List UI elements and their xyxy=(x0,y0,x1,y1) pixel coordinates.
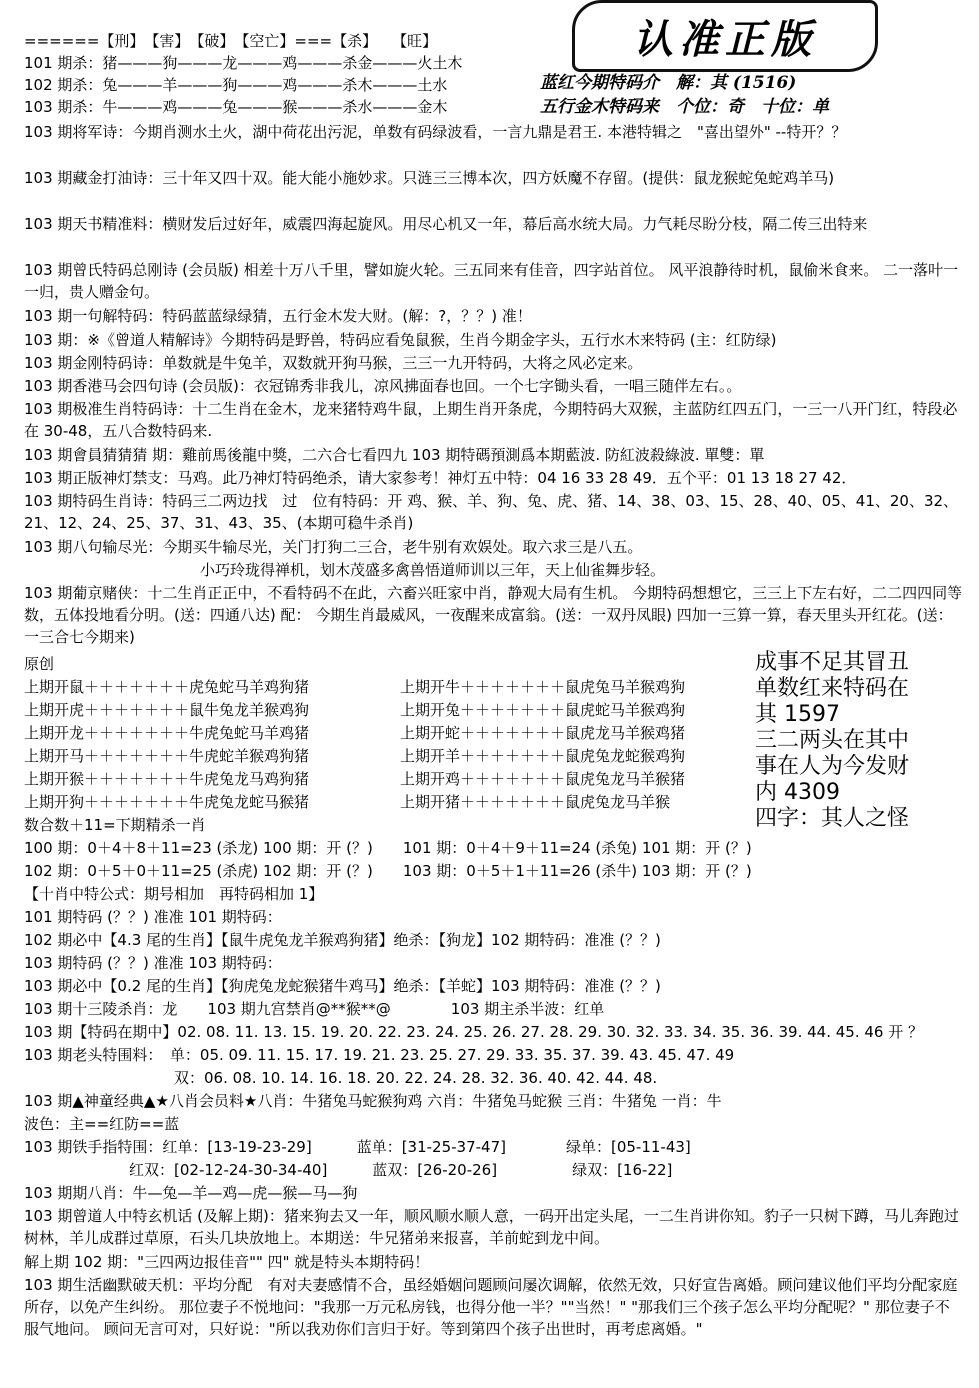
yiju-jie: 103 期一句解特码：特码蓝蓝绿绿猜，五行金木发大财。(解：?，？？) 准！ xyxy=(24,307,532,325)
bajü-poem: 103 期八句输尽光：今期买牛输尽光，关门打狗二三合，老牛别有欢娱处。取六求三是八五。 xyxy=(24,538,643,556)
left-col-row: 上期开鼠＋＋＋＋＋＋＋虎兔蛇马羊鸡狗猪 xyxy=(24,678,310,696)
row-101: 101 期杀：猪———狗———龙———鸡———杀金———火土木 xyxy=(24,54,463,72)
tieshouzhi-line-1: 103 期铁手指特围：红单：[13-19-23-29] 蓝单：[31-25-37-47] 绿单：[05-11-43] xyxy=(24,1138,691,1156)
jingang-poem: 103 期金刚特码诗：单数就是牛兔羊，双数就开狗马猴，三三一九开特码，大将之风必定来。 xyxy=(24,354,643,372)
handwritten-note-2: 五行金木特码来 个位：奇 十位：单 xyxy=(540,97,829,117)
baxiao-line: 103 期期八肖：牛—兔—羊—鸡—虎—猴—马—狗 xyxy=(24,1184,358,1202)
side-note: 单数红来特码在 xyxy=(755,676,910,701)
side-note: 事在人为今发财 xyxy=(755,754,910,779)
tieshouzhi-line-2: 红双：[02-12-24-30-34-40] 蓝双：[26-20-26] 绿双：[16-22] xyxy=(24,1161,673,1179)
poem-indent: 小巧玲珑得禅机，划木茂盛多禽兽悟道师训以三年，天上仙雀舞步轻。 xyxy=(200,561,666,579)
formula-row: 102 期：0＋5＋0＋11=25 (杀虎) 102 期：开 (？) 103 期：0＋5＋1＋11=26 (杀牛) 103 期：开 (？) xyxy=(24,862,752,880)
left-col-row: 上期开狗＋＋＋＋＋＋＋牛虎兔龙蛇马猴猪 xyxy=(24,793,310,811)
left-col-row: 上期开马＋＋＋＋＋＋＋牛虎蛇羊猴鸡狗猪 xyxy=(24,747,310,765)
right-col-row: 上期开鸡＋＋＋＋＋＋＋鼠虎兔龙马羊猴猪 xyxy=(400,770,686,788)
formula-heading: 【十肖中特公式：期号相加 再特码相加 1】 xyxy=(24,885,324,903)
left-col-row: 上期开猴＋＋＋＋＋＋＋牛虎兔龙马鸡狗猪 xyxy=(24,770,310,788)
left-col-row: 上期开龙＋＋＋＋＋＋＋牛虎兔蛇马羊鸡猪 xyxy=(24,724,310,742)
formula-row: 103 期【特码在期中】02. 08. 11. 13. 15. 19. 20. 22. 23. 24. 25. 26. 27. 28. 29. 30. 32. 33. 34. 35. 36. 39. 44. 45. 46 开 ？ xyxy=(24,1023,923,1041)
zodiac-header: ======【刑】 【害】 【破】 【空亡】===【杀】 【旺】 xyxy=(24,32,438,50)
formula-row: 103 期十三陵杀肖：龙 103 期九宫禁肖@**猴**@ 103 期主杀半波：红单 xyxy=(24,1000,605,1018)
formula-row: 双：06. 08. 10. 14. 16. 18. 20. 22. 24. 28. 32. 36. 40. 42. 44. 48. xyxy=(24,1069,658,1087)
formula-row: 103 期老头特围料： 单：05. 09. 11. 15. 17. 19. 21. 23. 25. 27. 29. 33. 35. 37. 39. 43. 45. 47. 49 xyxy=(24,1046,735,1064)
side-note: 内 4309 xyxy=(755,780,840,805)
right-col-row: 上期开兔＋＋＋＋＋＋＋鼠虎蛇马羊猴鸡狗 xyxy=(400,701,686,719)
formula-row: 100 期：0＋4＋8＋11=23 (杀龙) 100 期：开 (？) 101 期：0＋4＋9＋11=24 (杀兔) 101 期：开 (？) xyxy=(24,839,752,857)
right-col-row: 上期开牛＋＋＋＋＋＋＋鼠虎兔马羊猴鸡狗 xyxy=(400,678,686,696)
row-102: 102 期杀：兔———羊———狗———鸡———杀木———土水 xyxy=(24,76,448,94)
story-paragraph: 103 期生活幽默破天机：平均分配 有对夫妻感情不合，虽经婚姻问题顾问屡次调解，依然无效，只好宣告离婚。顾问建议他们平均分配家庭所存，以免产生纠纷。 那位妻子不悦地问："我那一万元私房钱，也得分他一半？""当然！" "那我们三个孩子怎么平均分配呢？" 那位妻子不服气地问。 顾问无言可对，只好说："所以我劝你们言归于好。等到第四个孩子出世时，再考虑离婚。" xyxy=(24,1276,958,1338)
side-note: 三二两头在其中 xyxy=(755,728,910,753)
jie-line: 解上期 102 期："三四两边报佳音"" 四" 就是特头本期特码！ xyxy=(24,1253,430,1271)
xuanji-paragraph: 103 期曾道人中特玄机话 (及解上期)：猪来狗去又一年，顺风顺水顺人意，一码开出定头尾，一二生肖讲你知。豹子一只树下蹲，马儿奔跑过树林，羊儿成群过草原，石头几块放地上。本期送：牛兄猪弟来报喜，羊前蛇到龙中间。 xyxy=(24,1207,959,1247)
right-col-row: 上期开羊＋＋＋＋＋＋＋鼠虎兔龙蛇猴鸡狗 xyxy=(400,747,686,765)
formula-row: 101 期特码 (？？) 准准 101 期特码： xyxy=(24,908,282,926)
cangjin-poem: 103 期藏金打油诗：三十年又四十双。能大能小施妙求。只涟三三博本次，四方妖魔不存留。(提供：鼠龙猴蛇兔蛇鸡羊马) xyxy=(24,169,835,187)
huiyuan-guess: 103 期會員猜猜猜 期：雞前馬後龍中獎，二六合七看四九 103 期特碼預測爲本期藍波. 防紅波殺綠波. 單雙：單 xyxy=(24,446,765,464)
handwritten-note-1: 蓝红今期特码介 解：其 (1516) xyxy=(540,73,797,93)
yuanchuang-label: 原创 xyxy=(24,655,55,673)
stamp-text: 认准正版 xyxy=(633,15,817,63)
left-col-row: 上期开虎＋＋＋＋＋＋＋鼠牛兔龙羊猴鸡狗 xyxy=(24,701,310,719)
row-103: 103 期杀：牛———鸡———兔———猴———杀水———金木 xyxy=(24,98,448,116)
right-col-row: 上期开蛇＋＋＋＋＋＋＋鼠虎龙马羊猴鸡猪 xyxy=(400,724,686,742)
zengshi-poem: 103 期曾氏特码总刚诗 (会员版) 相差十万八千里，譬如旋火轮。三五同来有佳音，四字站首位。 风平浪静待时机，鼠偷米食来。 二一落叶一一归，贵人赠金句。 xyxy=(24,261,959,301)
pujing-poem: 103 期葡京赌侠：十二生肖正正中，不看特码不在此，六畜兴旺家中肖，静观大局有生机。 今期特码想想它，三三上下左右好，二二四四同等数，五体投地看分明。(送：四通八达) 配： 今期生肖最威风，一夜醒来成富翁。(送：一双丹凤眼) 四加一三算一算，春天里头开红花。(送：一三合七今期来) xyxy=(24,584,963,646)
jiangjun-poem: 103 期将军诗：今期肖测水土火，湖中荷花出污泥，单数有码绿波看，一言九鼎是君王. 本港特辑之 "喜出望外" --特开？？ xyxy=(24,123,847,141)
xianggang-poem: 103 期香港马会四句诗 (会员版)：衣冠锦秀非我儿，凉风拂面春也回。一个七字锄头看，一唱三随伴左右。。 xyxy=(24,377,742,395)
shentong-line: 103 期▲神童经典▲★八肖会员料★八肖：牛猪兔马蛇猴狗鸡 六肖：牛猪兔马蛇猴 三肖：牛猪兔 一肖：牛 xyxy=(24,1092,722,1110)
formula-row: 102 期必中【4.3 尾的生肖】【鼠牛虎兔龙羊猴鸡狗猪】绝杀：【狗龙】102 期特码：准准 (？？) xyxy=(24,931,661,949)
side-note: 四字：其人之怪 xyxy=(755,806,910,831)
side-note: 其 1597 xyxy=(755,702,840,727)
formula-row: 103 期必中【0.2 尾的生肖】【狗虎兔龙蛇猴猪牛鸡马】绝杀：【羊蛇】103 期特码：准准 (？？) xyxy=(24,977,661,995)
side-note: 成事不足其冒丑 xyxy=(755,650,910,675)
shendeng: 103 期正版神灯禁支：马鸡。此乃神灯特码绝杀，请大家参考！神灯五中特：04 16 33 28 49．五个平：01 13 18 27 42． xyxy=(24,469,857,487)
right-col-row: 上期开猪＋＋＋＋＋＋＋鼠虎兔龙马羊猴 xyxy=(400,793,671,811)
authentic-stamp xyxy=(572,0,878,72)
formula-row: 103 期特码 (？？) 准准 103 期特码： xyxy=(24,954,282,972)
zengdaoren-poem: 103 期：※《曾道人精解诗》今期特码是野兽，特码应看兔鼠猴，生肖今期金字头，五行水木来特码 (主：红防绿) xyxy=(24,331,777,349)
shengxiao-poem: 103 期特码生肖诗：特码三二两边找 过 位有特码：开 鸡、猴、羊、狗、兔、虎、猪、14、38、03、15、28、40、05、41、20、32、21、12、24、25、37、31、43、35、(本期可稳牛杀肖) xyxy=(24,492,959,532)
jizhun-poem: 103 期极准生肖特码诗：十二生肖在金木，龙来猪特鸡牛鼠，上期生肖开条虎，今期特码大双猴，主蓝防红四五门，一三一八开门红，特段必在 30-48，五八合数特码来. xyxy=(24,400,958,440)
formula-title: 数合数＋11=下期精杀一肖 xyxy=(24,816,206,834)
bose-line: 波色：主==红防==蓝 xyxy=(24,1115,180,1133)
tianshu-poem: 103 期天书精准料：横财发后过好年，威震四海起旋风。用尽心机又一年，幕后高水统大局。力气耗尽盼分枝，隔二传三出特来 xyxy=(24,215,868,233)
